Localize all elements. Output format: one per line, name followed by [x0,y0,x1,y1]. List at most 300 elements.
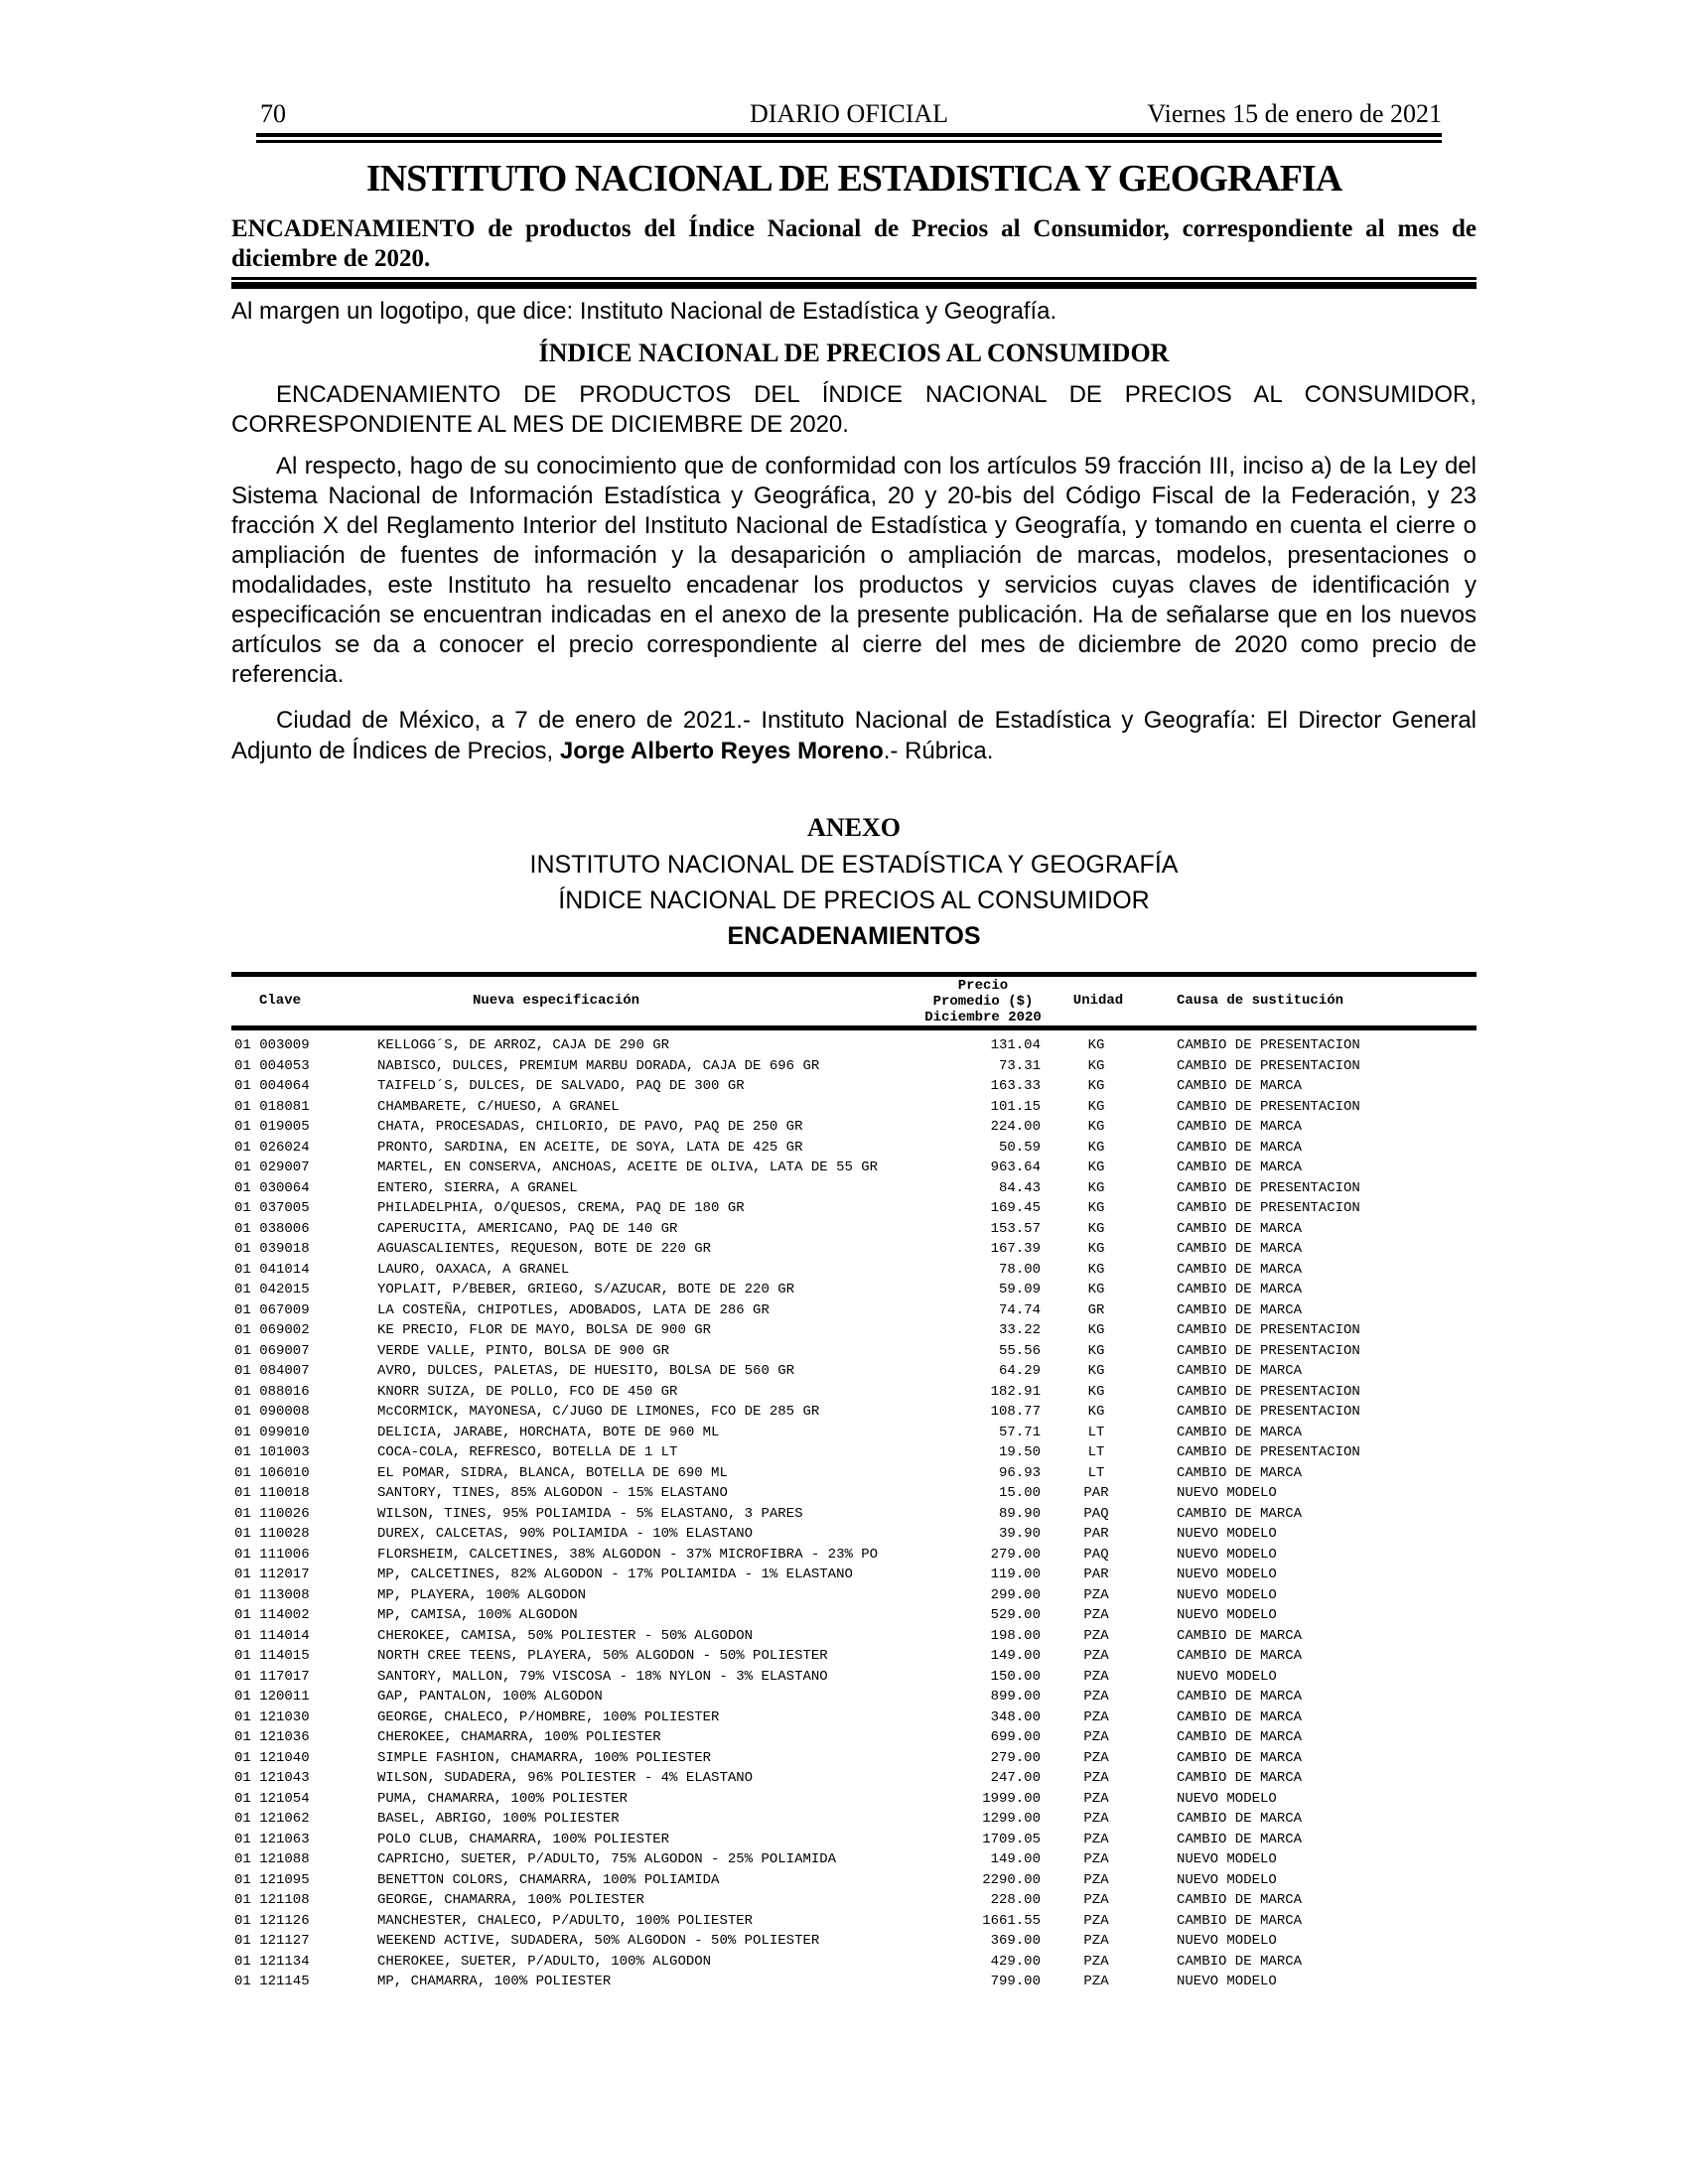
cell-price: 149.00 [990,1648,1041,1664]
cell-unit: KG [1087,1179,1105,1196]
table-row [231,1178,1477,1199]
table-row [231,1158,1477,1178]
table-row [231,1320,1477,1341]
divider-thick-bar [231,282,1477,289]
cell-cause: CAMBIO DE MARCA [1177,1627,1303,1644]
cell-clave: 01 069007 [234,1342,310,1359]
cell-cause: CAMBIO DE MARCA [1177,1648,1303,1664]
cell-price: 224.00 [990,1119,1041,1135]
cell-clave: 01 121043 [234,1770,310,1786]
cell-clave: 01 121054 [234,1790,310,1807]
cell-clave: 01 069002 [234,1322,310,1338]
table-row [231,1707,1477,1728]
cell-clave: 01 004064 [234,1078,310,1094]
cell-spec: NORTH CREE TEENS, PLAYERA, 50% ALGODON - 50% POLIESTER [377,1648,828,1664]
cell-clave: 01 004053 [234,1057,310,1074]
cell-cause: CAMBIO DE MARCA [1177,1261,1303,1278]
cell-unit: PZA [1083,1708,1109,1725]
cell-clave: 01 121062 [234,1811,310,1827]
table-row [231,1789,1477,1810]
cell-unit: PZA [1083,1871,1109,1888]
cell-clave: 01 110026 [234,1505,310,1522]
cell-cause: CAMBIO DE PRESENTACION [1177,1037,1360,1053]
cell-spec: KELLOGG´S, DE ARROZ, CAJA DE 290 GR [377,1037,670,1053]
signature-paragraph [231,705,1477,766]
cell-spec: COCA-COLA, REFRESCO, BOTELLA DE 1 LT [377,1444,678,1460]
cell-price: 108.77 [990,1404,1041,1420]
cell-spec: YOPLAIT, P/BEBER, GRIEGO, S/AZUCAR, BOTE DE 220 GR [377,1282,795,1297]
cell-cause: CAMBIO DE MARCA [1177,1505,1303,1522]
cell-clave: 01 121063 [234,1831,310,1847]
cell-clave: 01 114015 [234,1648,310,1664]
cell-unit: LT [1087,1444,1105,1460]
cell-unit: PZA [1083,1811,1109,1827]
table-row [231,1300,1477,1321]
cell-cause: NUEVO MODELO [1177,1871,1277,1888]
cell-clave: 01 090008 [234,1404,310,1420]
cell-cause: CAMBIO DE MARCA [1177,1139,1303,1156]
cell-spec: POLO CLUB, CHAMARRA, 100% POLIESTER [377,1831,670,1847]
cell-clave: 01 084007 [234,1363,310,1379]
cell-clave: 01 121088 [234,1851,310,1867]
cell-cause: NUEVO MODELO [1177,1790,1277,1807]
cell-price: 59.09 [998,1282,1041,1297]
cell-unit: PZA [1083,1770,1109,1786]
cell-unit: PAR [1083,1526,1109,1542]
cell-cause: CAMBIO DE MARCA [1177,1119,1303,1135]
cell-price: 2290.00 [982,1871,1041,1888]
cell-cause: CAMBIO DE PRESENTACION [1177,1200,1360,1216]
cell-clave: 01 114014 [234,1627,310,1644]
cell-cause: NUEVO MODELO [1177,1933,1277,1949]
annex-institute-line: INSTITUTO NACIONAL DE ESTADÍSTICA Y GEOGRAFÍA [529,851,1179,879]
cell-cause: CAMBIO DE PRESENTACION [1177,1444,1360,1460]
cell-clave: 01 041014 [234,1261,310,1278]
cell-clave: 01 067009 [234,1301,310,1318]
cell-price: 150.00 [990,1668,1041,1685]
cell-price: 228.00 [990,1892,1041,1908]
cell-unit: KG [1087,1404,1105,1420]
cell-unit: PZA [1083,1892,1109,1908]
cell-spec: AGUASCALIENTES, REQUESON, BOTE DE 220 GR [377,1241,712,1257]
cell-cause: NUEVO MODELO [1177,1851,1277,1867]
cell-cause: CAMBIO DE PRESENTACION [1177,1057,1360,1074]
cell-unit: KG [1087,1119,1105,1135]
cell-clave: 01 018081 [234,1098,310,1115]
cell-spec: TAIFELD´S, DULCES, DE SALVADO, PAQ DE 300 GR [377,1078,745,1094]
table-row [231,1890,1477,1911]
cell-cause: NUEVO MODELO [1177,1485,1277,1501]
cell-price: 1661.55 [982,1912,1041,1929]
cell-clave: 01 121134 [234,1953,310,1970]
cell-price: 33.22 [998,1322,1041,1338]
table-row [231,1198,1477,1219]
table-row [231,1911,1477,1932]
body-paragraph: Al respecto, hago de su conocimiento que de conformidad con los artículos 59 fracción III, inciso a) de la Ley del Sistema Nacional de Información Estadística y Geográfica, 20 y 20-bis del Código Fiscal de la Federación, y 23 fracción X del Reglamento Interior del Instituto Nacional de Estadística y Geografía, y tomando en cuenta el cierre o ampliación de fuentes de información y la desaparición o ampliación de marcas, modelos, presentaciones o modalidades, este Instituto ha resuelto encadenar los productos y servicios cuyas claves de identificación y especificación se encuentran indicadas en el anexo de la presente publicación. Ha de señalarse que en los nuevos artículos se da a conocer el precio correspondiente al cierre del mes de diciembre de 2020 como precio de referencia. [231,453,1477,688]
header-price-line3: Diciembre 2020 [924,1010,1042,1025]
cell-spec: KNORR SUIZA, DE POLLO, FCO DE 450 GR [377,1383,678,1400]
cell-clave: 01 121036 [234,1729,310,1745]
cell-cause: CAMBIO DE MARCA [1177,1220,1303,1237]
cell-spec: WILSON, SUDADERA, 96% POLIESTER - 4% ELASTANO [377,1770,754,1786]
table-header [231,977,1477,1025]
table-row [231,1442,1477,1463]
cell-unit: PZA [1083,1953,1109,1970]
cell-spec: LAURO, OAXACA, A GRANEL [377,1261,570,1278]
cell-price: 153.57 [990,1220,1041,1237]
cell-unit: PZA [1083,1974,1109,1989]
cell-unit: PZA [1083,1729,1109,1745]
cell-spec: MP, PLAYERA, 100% ALGODON [377,1586,587,1603]
table-row [231,1972,1477,1992]
table-row [231,1138,1477,1159]
cell-spec: DELICIA, JARABE, HORCHATA, BOTE DE 960 ML [377,1424,720,1440]
cell-unit: LT [1087,1424,1105,1440]
cell-price: 101.15 [990,1098,1041,1115]
cell-spec: PUMA, CHAMARRA, 100% POLIESTER [377,1790,629,1807]
cell-unit: KG [1087,1363,1105,1379]
cell-clave: 01 019005 [234,1119,310,1135]
table-row [231,1585,1477,1606]
cell-spec: CAPRICHO, SUETER, P/ADULTO, 75% ALGODON - 25% POLIAMIDA [377,1851,837,1867]
cell-price: 348.00 [990,1708,1041,1725]
table-row [231,1830,1477,1850]
cell-unit: PZA [1083,1933,1109,1949]
section-title: ÍNDICE NACIONAL DE PRECIOS AL CONSUMIDOR [538,339,1170,367]
cell-spec: SIMPLE FASHION, CHAMARRA, 100% POLIESTER [377,1749,712,1766]
table-row [231,1931,1477,1952]
cell-spec: CHAMBARETE, C/HUESO, A GRANEL [377,1098,620,1115]
table-row [231,1260,1477,1281]
cell-spec: FLORSHEIM, CALCETINES, 38% ALGODON - 37% MICROFIBRA - 23% PO [377,1546,879,1563]
table-row [231,1361,1477,1382]
cell-spec: PRONTO, SARDINA, EN ACEITE, DE SOYA, LATA DE 425 GR [377,1139,803,1156]
cell-spec: CAPERUCITA, AMERICANO, PAQ DE 140 GR [377,1220,678,1237]
cell-unit: PZA [1083,1668,1109,1685]
cell-spec: GAP, PANTALON, 100% ALGODON [377,1689,603,1705]
cell-price: 64.29 [998,1363,1041,1379]
divider-thin-line [231,277,1477,280]
cell-clave: 01 029007 [234,1160,310,1175]
cell-unit: PZA [1083,1607,1109,1623]
cell-price: 19.50 [998,1444,1041,1460]
header-clave: Clave [259,993,302,1009]
cell-price: 279.00 [990,1546,1041,1563]
cell-cause: CAMBIO DE MARCA [1177,1301,1303,1318]
cell-unit: PZA [1083,1586,1109,1603]
header-price-line2: Promedio ($) [932,994,1034,1010]
cell-clave: 01 121108 [234,1892,310,1908]
cell-price: 163.33 [990,1078,1041,1094]
cell-clave: 01 030064 [234,1179,310,1196]
header-unit: Unidad [1072,993,1124,1009]
cell-price: 429.00 [990,1953,1041,1970]
cell-price: 78.00 [998,1261,1041,1278]
cell-cause: CAMBIO DE MARCA [1177,1831,1303,1847]
cell-price: 198.00 [990,1627,1041,1644]
cell-price: 57.71 [998,1424,1041,1440]
cell-clave: 01 042015 [234,1282,310,1297]
page-title: INSTITUTO NACIONAL DE ESTADISTICA Y GEOGRAFIA [365,158,1342,200]
cell-spec: GEORGE, CHAMARRA, 100% POLIESTER [377,1892,644,1908]
cell-price: 899.00 [990,1689,1041,1705]
cell-unit: KG [1087,1037,1105,1053]
cell-unit: PAQ [1083,1505,1109,1522]
cell-unit: PAQ [1083,1546,1109,1563]
cell-clave: 01 114002 [234,1607,310,1623]
table-row [231,1646,1477,1667]
table-row [231,1727,1477,1748]
cell-unit: PZA [1083,1749,1109,1766]
cell-cause: CAMBIO DE MARCA [1177,1078,1303,1094]
cell-spec: BASEL, ABRIGO, 100% POLIESTER [377,1811,620,1827]
table-row [231,1117,1477,1138]
header-journal-title: DIARIO OFICIAL [749,99,949,128]
cell-price: 182.91 [990,1383,1041,1400]
cell-unit: PZA [1083,1790,1109,1807]
cell-price: 169.45 [990,1200,1041,1216]
cell-unit: KG [1087,1200,1105,1216]
cell-cause: CAMBIO DE PRESENTACION [1177,1179,1360,1196]
header-date: Viernes 15 de enero de 2021 [1147,99,1442,128]
cell-price: 96.93 [998,1464,1041,1481]
cell-cause: CAMBIO DE MARCA [1177,1953,1303,1970]
cell-price: 1709.05 [982,1831,1041,1847]
cell-price: 39.90 [998,1526,1041,1542]
annex-title: ANEXO [807,813,901,842]
price-table [231,972,1477,1992]
table-row [231,1605,1477,1626]
table-row [231,1524,1477,1545]
cell-unit: PZA [1083,1851,1109,1867]
cell-cause: NUEVO MODELO [1177,1668,1277,1685]
cell-price: 1999.00 [982,1790,1041,1807]
cell-spec: AVRO, DULCES, PALETAS, DE HUESITO, BOLSA DE 560 GR [377,1363,795,1379]
cell-clave: 01 117017 [234,1668,310,1685]
header-rule [256,133,1442,143]
cell-spec: MP, CHAMARRA, 100% POLIESTER [377,1974,612,1989]
cell-price: 279.00 [990,1749,1041,1766]
cell-unit: GR [1087,1301,1105,1318]
cell-clave: 01 121126 [234,1912,310,1929]
cell-clave: 01 113008 [234,1586,310,1603]
table-row [231,1219,1477,1240]
cell-unit: KG [1087,1241,1105,1257]
cell-cause: CAMBIO DE MARCA [1177,1363,1303,1379]
cell-spec: McCORMICK, MAYONESA, C/JUGO DE LIMONES, FCO DE 285 GR [377,1404,820,1420]
cell-cause: NUEVO MODELO [1177,1607,1277,1623]
cell-unit: KG [1087,1098,1105,1115]
cell-cause: NUEVO MODELO [1177,1974,1277,1989]
cell-price: 299.00 [990,1586,1041,1603]
cell-cause: CAMBIO DE MARCA [1177,1464,1303,1481]
cell-spec: CHEROKEE, CHAMARRA, 100% POLIESTER [377,1729,661,1745]
page-number: 70 [260,99,286,128]
cell-unit: KG [1087,1342,1105,1359]
cell-spec: MP, CALCETINES, 82% ALGODON - 17% POLIAMIDA - 1% ELASTANO [377,1567,853,1582]
cell-price: 55.56 [998,1342,1041,1359]
table-row [231,1239,1477,1260]
cell-unit: PZA [1083,1627,1109,1644]
table-row [231,1768,1477,1789]
cell-price: 149.00 [990,1851,1041,1867]
cell-price: 699.00 [990,1729,1041,1745]
cell-spec: VERDE VALLE, PINTO, BOLSA DE 900 GR [377,1342,670,1359]
page-header [256,99,1442,131]
cell-spec: CHATA, PROCESADAS, CHILORIO, DE PAVO, PAQ DE 250 GR [377,1119,803,1135]
cell-price: 1299.00 [982,1811,1041,1827]
cell-price: 131.04 [990,1037,1041,1053]
cell-cause: CAMBIO DE MARCA [1177,1729,1303,1745]
cell-spec: DUREX, CALCETAS, 90% POLIAMIDA - 10% ELASTANO [377,1526,754,1542]
cell-spec: CHEROKEE, SUETER, P/ADULTO, 100% ALGODON [377,1953,712,1970]
cell-price: 799.00 [990,1974,1041,1989]
cell-clave: 01 037005 [234,1200,310,1216]
lead-paragraph: ENCADENAMIENTO de productos del Índice Nacional de Precios al Consumidor, correspondiente al mes de diciembre de 2020. [231,215,1477,272]
signatory-name: Jorge Alberto Reyes Moreno [559,738,884,764]
table-row [231,1748,1477,1769]
table-row [231,1952,1477,1973]
table-row [231,1626,1477,1647]
cell-clave: 01 121145 [234,1974,310,1989]
cell-cause: CAMBIO DE MARCA [1177,1282,1303,1297]
cell-cause: CAMBIO DE PRESENTACION [1177,1098,1360,1115]
cell-clave: 01 112017 [234,1567,310,1582]
cell-spec: MP, CAMISA, 100% ALGODON [377,1607,578,1623]
cell-clave: 01 121040 [234,1749,310,1766]
table-row [231,1463,1477,1484]
cell-unit: PZA [1083,1689,1109,1705]
cell-unit: KG [1087,1322,1105,1338]
cell-cause: CAMBIO DE MARCA [1177,1811,1303,1827]
cell-cause: NUEVO MODELO [1177,1586,1277,1603]
cell-spec: KE PRECIO, FLOR DE MAYO, BOLSA DE 900 GR [377,1322,712,1338]
cell-spec: NABISCO, DULCES, PREMIUM MARBU DORADA, CAJA DE 696 GR [377,1057,820,1074]
cell-unit: PAR [1083,1567,1109,1582]
cell-clave: 01 121030 [234,1708,310,1725]
header-price-line1: Precio [957,978,1009,994]
table-row [231,1423,1477,1443]
cell-cause: CAMBIO DE MARCA [1177,1770,1303,1786]
table-row [231,1687,1477,1707]
cell-unit: KG [1087,1220,1105,1237]
cell-price: 119.00 [990,1567,1041,1582]
cell-cause: CAMBIO DE PRESENTACION [1177,1404,1360,1420]
cell-spec: CHEROKEE, CAMISA, 50% POLIESTER - 50% ALGODON [377,1627,754,1644]
cell-unit: KG [1087,1383,1105,1400]
header-cause: Causa de sustitución [1177,993,1344,1009]
table-row [231,1504,1477,1525]
signature-suffix: .- Rúbrica. [883,738,994,764]
cell-price: 50.59 [998,1139,1041,1156]
header-rule-thin [256,140,1442,143]
header-price [924,978,1042,1025]
cell-clave: 01 003009 [234,1037,310,1053]
table-row [231,1280,1477,1300]
cell-clave: 01 121127 [234,1933,310,1949]
cell-spec: GEORGE, CHALECO, P/HOMBRE, 100% POLIESTER [377,1708,720,1725]
table-body [231,1030,1477,1992]
signature-prefix: Ciudad de México, a 7 de enero de 2021.- Instituto Nacional de Estadística y Geografía: El Director General Adjunto de Índices de Precios, [231,707,1477,764]
cell-clave: 01 110028 [234,1526,310,1542]
cell-spec: BENETTON COLORS, CHAMARRA, 100% POLIAMIDA [377,1871,720,1888]
annex-index-line: ÍNDICE NACIONAL DE PRECIOS AL CONSUMIDOR [558,887,1150,914]
cell-clave: 01 120011 [234,1689,310,1705]
cell-cause: CAMBIO DE MARCA [1177,1708,1303,1725]
cell-spec: MANCHESTER, CHALECO, P/ADULTO, 100% POLIESTER [377,1912,754,1929]
table-row [231,1565,1477,1585]
cell-unit: PZA [1083,1831,1109,1847]
cell-price: 84.43 [998,1179,1041,1196]
cell-spec: WILSON, TINES, 95% POLIAMIDA - 5% ELASTANO, 3 PARES [377,1505,803,1522]
cell-unit: KG [1087,1261,1105,1278]
cell-clave: 01 026024 [234,1139,310,1156]
cell-unit: PZA [1083,1648,1109,1664]
cell-cause: NUEVO MODELO [1177,1526,1277,1542]
annex-heading [231,814,1477,949]
header-rule-thick [256,133,1442,137]
cell-spec: EL POMAR, SIDRA, BLANCA, BOTELLA DE 690 ML [377,1464,728,1481]
cell-spec: MARTEL, EN CONSERVA, ANCHOAS, ACEITE DE OLIVA, LATA DE 55 GR [377,1160,879,1175]
cell-clave: 01 088016 [234,1383,310,1400]
cell-price: 963.64 [990,1160,1041,1175]
cell-unit: KG [1087,1057,1105,1074]
cell-price: 74.74 [998,1301,1041,1318]
section-divider [231,277,1477,289]
table-row [231,1035,1477,1056]
table-row [231,1341,1477,1362]
cell-price: 167.39 [990,1241,1041,1257]
cell-cause: CAMBIO DE MARCA [1177,1912,1303,1929]
cell-spec: WEEKEND ACTIVE, SUDADERA, 50% ALGODON - 50% POLIESTER [377,1933,820,1949]
cell-clave: 01 039018 [234,1241,310,1257]
cell-clave: 01 121095 [234,1871,310,1888]
cell-cause: CAMBIO DE MARCA [1177,1749,1303,1766]
cell-cause: CAMBIO DE PRESENTACION [1177,1342,1360,1359]
annex-encadenamientos-line: ENCADENAMIENTOS [727,922,981,950]
cell-spec: PHILADELPHIA, O/QUESOS, CREMA, PAQ DE 180 GR [377,1200,745,1216]
cell-cause: CAMBIO DE MARCA [1177,1689,1303,1705]
cell-unit: PZA [1083,1912,1109,1929]
cell-cause: CAMBIO DE MARCA [1177,1892,1303,1908]
cell-cause: CAMBIO DE PRESENTACION [1177,1322,1360,1338]
cell-clave: 01 111006 [234,1546,310,1563]
table-row [231,1483,1477,1504]
table-row [231,1056,1477,1077]
table-row [231,1382,1477,1403]
cell-clave: 01 110018 [234,1485,310,1501]
cell-spec: SANTORY, MALLON, 79% VISCOSA - 18% NYLON - 3% ELASTANO [377,1668,828,1685]
table-row [231,1667,1477,1688]
cell-price: 529.00 [990,1607,1041,1623]
cell-cause: CAMBIO DE MARCA [1177,1424,1303,1440]
margin-note: Al margen un logotipo, que dice: Instituto Nacional de Estadística y Geografía. [231,298,1057,325]
cell-unit: KG [1087,1078,1105,1094]
header-spec: Nueva especificación [473,993,640,1009]
cell-unit: PAR [1083,1485,1109,1501]
caps-paragraph: ENCADENAMIENTO DE PRODUCTOS DEL ÍNDICE NACIONAL DE PRECIOS AL CONSUMIDOR, CORRESPONDIENTE AL MES DE DICIEMBRE DE 2020. [231,381,1477,438]
cell-spec: ENTERO, SIERRA, A GRANEL [377,1179,578,1196]
cell-price: 369.00 [990,1933,1041,1949]
cell-cause: NUEVO MODELO [1177,1546,1277,1563]
cell-cause: NUEVO MODELO [1177,1567,1277,1582]
cell-cause: CAMBIO DE PRESENTACION [1177,1383,1360,1400]
table-row [231,1849,1477,1870]
cell-price: 15.00 [998,1485,1041,1501]
table-row [231,1076,1477,1097]
cell-price: 73.31 [998,1057,1041,1074]
table-row [231,1545,1477,1566]
